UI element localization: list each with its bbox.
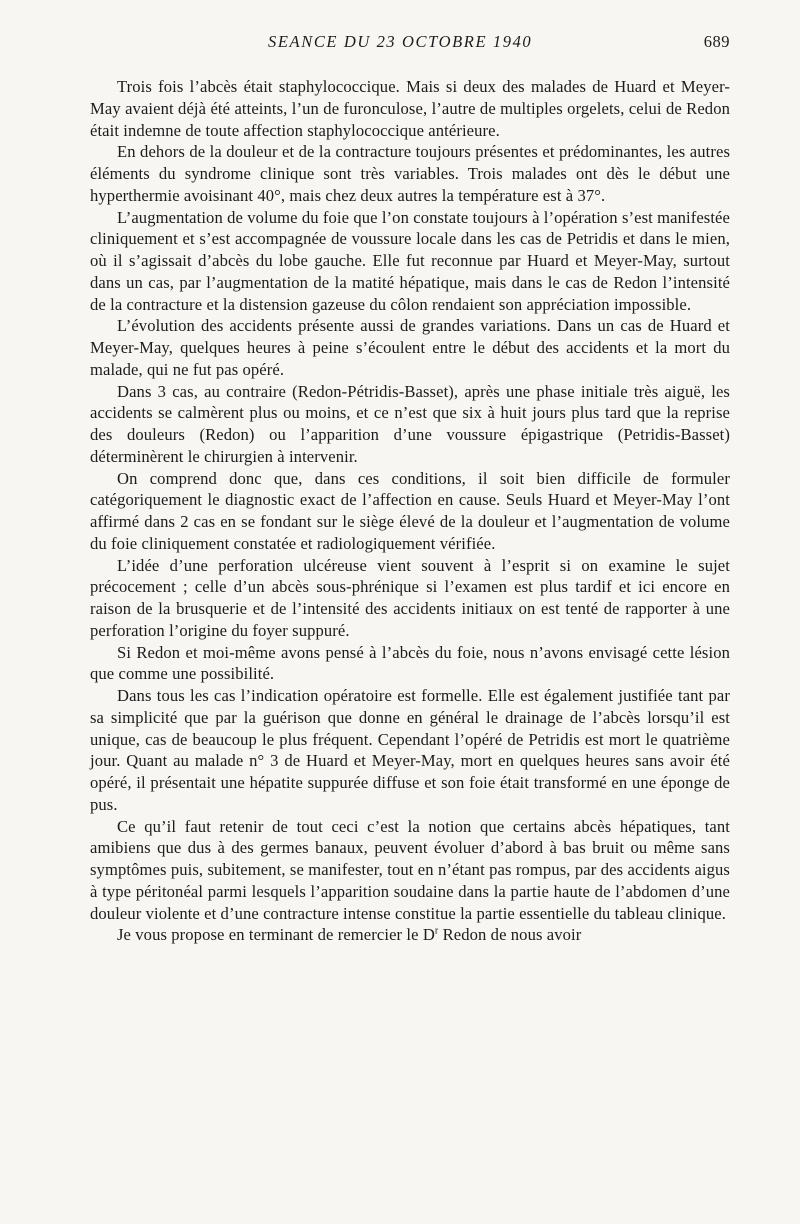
- paragraph: L’évolution des accidents présente aussi de grandes variations. Dans un cas de Huard et Meyer-May, quelques heures à peine s’écoulent entre le début des accidents et la mort du malade, qui ne fut pas opéré.: [90, 316, 730, 379]
- paragraph: On comprend donc que, dans ces conditions, il soit bien difficile de formuler catégoriquement le diagnostic exact de l’affection en cause. Seuls Huard et Meyer-May l’ont affirmé dans 2 cas en se fondant sur le siège élevé de la douleur et l’augmentation de volume du foie cliniquement constatée et radiologiquement vérifiée.: [90, 468, 730, 553]
- paragraph: Dans 3 cas, au contraire (Redon-Pétridis-Basset), après une phase initiale très aiguë, les accidents se calmèrent plus ou moins, et ce n’est que six à huit jours plus tard que la reprise des douleurs (Redon) ou l’apparition d’une voussure épigastrique (Petridis-Basset) déterminèrent le chirurgien à intervenir.: [90, 381, 730, 466]
- paragraph: En dehors de la douleur et de la contracture toujours présentes et prédominantes, les autres éléments du syndrome clinique sont très variables. Trois malades ont dès le début une hyperthermie avoisinant 40°, mais chez deux autres la température est à 37°.: [90, 142, 730, 205]
- superscript: r: [434, 925, 439, 937]
- paragraph: Si Redon et moi-même avons pensé à l’abcès du foie, nous n’avons envisagé cette lésion que comme une possibilité.: [90, 642, 730, 684]
- paragraph: Dans tous les cas l’indication opératoire est formelle. Elle est également justifiée tant par sa simplicité que par la guérison que donne en général le drainage de l’abcès lorsqu’il est unique, cas de beaucoup le plus fréquent. Cependant l’opéré de Petridis est mort le quatrième jour. Quant au malade n° 3 de Huard et Meyer-May, mort en quelques heures sans avoir été opéré, il présentait une hépatite suppurée diffuse et son foie était transformé en une éponge de pus.: [90, 686, 730, 814]
- paragraph: L’idée d’une perforation ulcéreuse vient souvent à l’esprit si on examine le sujet précocement ; celle d’un abcès sous-phrénique si l’examen est plus tardif et ici encore en raison de la brusquerie et de l’intensité des accidents initiaux on est tenté de rapporter à une perforation l’origine du foyer suppuré.: [90, 555, 730, 640]
- running-title: SEANCE DU 23 OCTOBRE 1940: [268, 32, 533, 51]
- running-head: [116, 32, 730, 56]
- paragraph: L’augmentation de volume du foie que l’on constate toujours à l’opération s’est manifestée cliniquement et s’est accompagnée de voussure locale dans les cas de Petridis et dans le mien, où il s’agissait d’abcès du lobe gauche. Elle fut reconnue par Huard et Meyer-May, surtout dans un cas, par l’augmentation de la matité hépatique, mais dans le cas de Redon l’intensité de la contracture et la distension gazeuse du côlon rendaient son appréciation impossible.: [90, 207, 730, 314]
- page-number: 689: [703, 32, 730, 51]
- paragraph: Trois fois l’abcès était staphylococcique. Mais si deux des malades de Huard et Meyer-May avaient déjà été atteints, l’un de furonculose, l’autre de multiples orgelets, celui de Redon était indemne de toute affection staphylococcique antérieure.: [90, 77, 730, 140]
- text-run: Redon de nous avoir: [438, 925, 582, 945]
- body-text: [90, 76, 730, 946]
- paragraph: Ce qu’il faut retenir de tout ceci c’est la notion que certains abcès hépatiques, tant amibiens que dus à des germes banaux, peuvent évoluer d’abord à bas bruit ou même sans symptômes puis, subitement, se manifester, tout en n’étant pas rompus, par des accidents aigus à type péritonéal parmi lesquels l’apparition soudaine dans la partie haute de l’abdomen d’une douleur violente et d’une contracture intense constitue la partie essentielle du tableau clinique.: [90, 816, 730, 923]
- paragraph-last: [90, 924, 730, 946]
- text-run: Je vous propose en terminant de remercier le D: [117, 925, 435, 945]
